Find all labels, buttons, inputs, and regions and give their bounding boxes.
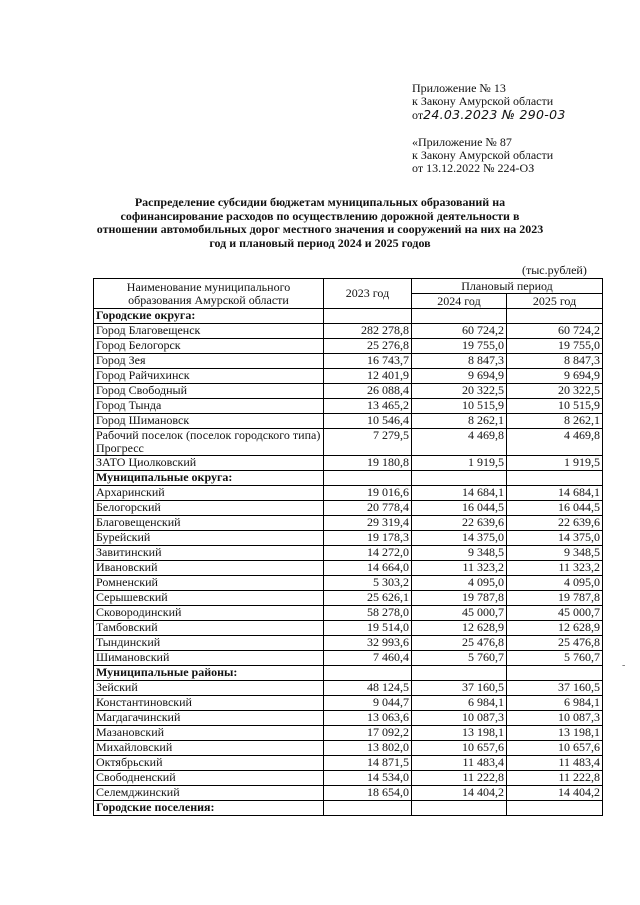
table-row	[94, 369, 603, 384]
table-row	[94, 516, 603, 531]
value-2024: 11 323,2	[412, 561, 507, 576]
value-2023: 20 778,4	[324, 501, 412, 516]
value-2024: 25 476,8	[412, 636, 507, 651]
header-municipality: Наименование муниципального образования Амурской области	[94, 279, 324, 309]
table-row	[94, 606, 603, 621]
value-2023: 9 044,7	[324, 696, 412, 711]
value-2024: 6 984,1	[412, 696, 507, 711]
value-2024: 11 222,8	[412, 771, 507, 786]
section-title: Городские поселения:	[94, 801, 324, 816]
value-2023: 14 871,5	[324, 756, 412, 771]
value-2025: 8 262,1	[507, 414, 603, 429]
value-2024: 8 262,1	[412, 414, 507, 429]
municipality-name: Тындинский	[94, 636, 324, 651]
header-2025: 2025 год	[507, 294, 603, 309]
value-2025: 8 847,3	[507, 354, 603, 369]
value-2024: 5 760,7	[412, 651, 507, 666]
municipality-name: Город Тында	[94, 399, 324, 414]
table-row	[94, 636, 603, 651]
value-2024: 13 198,1	[412, 726, 507, 741]
value-2023: 14 272,0	[324, 546, 412, 561]
municipality-name: Шимановский	[94, 651, 324, 666]
table-row	[94, 681, 603, 696]
table-row	[94, 456, 603, 471]
value-2025: 20 322,5	[507, 384, 603, 399]
value-2024: 4 469,8	[412, 429, 507, 456]
municipality-name: Город Шимановск	[94, 414, 324, 429]
value-2024: 16 044,5	[412, 501, 507, 516]
empty-cell	[412, 801, 507, 816]
section-title: Городские округа:	[94, 309, 324, 324]
value-2025: 10 515,9	[507, 399, 603, 414]
section-row	[94, 666, 603, 681]
original-law-reference: к Закону Амурской области	[412, 148, 554, 162]
value-2025: 4 469,8	[507, 429, 603, 456]
table-row	[94, 576, 603, 591]
law-reference: к Закону Амурской области	[412, 94, 554, 108]
value-2023: 13 063,6	[324, 711, 412, 726]
value-2025: 12 628,9	[507, 621, 603, 636]
value-2023: 12 401,9	[324, 369, 412, 384]
value-2025: 1 919,5	[507, 456, 603, 471]
value-2023: 17 092,2	[324, 726, 412, 741]
municipality-name: Архаринский	[94, 486, 324, 501]
value-2023: 19 180,8	[324, 456, 412, 471]
value-2024: 12 628,9	[412, 621, 507, 636]
table-row	[94, 546, 603, 561]
municipality-name: Тамбовский	[94, 621, 324, 636]
empty-cell	[324, 471, 412, 486]
table-row	[94, 771, 603, 786]
value-2025: 4 095,0	[507, 576, 603, 591]
table-row	[94, 339, 603, 354]
empty-cell	[324, 666, 412, 681]
table-row	[94, 486, 603, 501]
value-2025: 14 684,1	[507, 486, 603, 501]
value-2023: 48 124,5	[324, 681, 412, 696]
section-row	[94, 309, 603, 324]
municipality-name: Благовещенский	[94, 516, 324, 531]
value-2024: 4 095,0	[412, 576, 507, 591]
value-2025: 45 000,7	[507, 606, 603, 621]
municipality-name: Октябрьский	[94, 756, 324, 771]
empty-cell	[412, 471, 507, 486]
value-2025: 14 404,2	[507, 786, 603, 801]
table-row	[94, 399, 603, 414]
value-2024: 19 755,0	[412, 339, 507, 354]
empty-cell	[507, 471, 603, 486]
table-row	[94, 651, 603, 666]
value-2023: 14 534,0	[324, 771, 412, 786]
value-2025: 9 348,5	[507, 546, 603, 561]
value-2025: 11 483,4	[507, 756, 603, 771]
value-2023: 16 743,7	[324, 354, 412, 369]
empty-cell	[412, 309, 507, 324]
empty-cell	[507, 666, 603, 681]
margin-mark: -	[622, 660, 626, 671]
value-2024: 14 404,2	[412, 786, 507, 801]
municipality-name: ЗАТО Циолковский	[94, 456, 324, 471]
municipality-name: Сковородинский	[94, 606, 324, 621]
table-row	[94, 501, 603, 516]
value-2023: 10 546,4	[324, 414, 412, 429]
value-2023: 58 278,0	[324, 606, 412, 621]
value-2023: 7 279,5	[324, 429, 412, 456]
table-row	[94, 354, 603, 369]
municipality-name: Константиновский	[94, 696, 324, 711]
table-row	[94, 324, 603, 339]
municipality-name: Город Зея	[94, 354, 324, 369]
municipality-name: Белогорский	[94, 501, 324, 516]
value-2023: 14 664,0	[324, 561, 412, 576]
document-header	[412, 82, 566, 175]
municipality-name: Город Белогорск	[94, 339, 324, 354]
value-2024: 14 375,0	[412, 531, 507, 546]
value-2023: 19 178,3	[324, 531, 412, 546]
value-2025: 25 476,8	[507, 636, 603, 651]
value-2024: 10 087,3	[412, 711, 507, 726]
value-2023: 7 460,4	[324, 651, 412, 666]
empty-cell	[324, 801, 412, 816]
value-2025: 11 323,2	[507, 561, 603, 576]
municipality-name: Мазановский	[94, 726, 324, 741]
table-row	[94, 561, 603, 576]
value-2024: 19 787,8	[412, 591, 507, 606]
empty-cell	[507, 801, 603, 816]
header-2023: 2023 год	[324, 279, 412, 309]
table-row	[94, 786, 603, 801]
value-2023: 13 465,2	[324, 399, 412, 414]
value-2024: 14 684,1	[412, 486, 507, 501]
value-2025: 9 694,9	[507, 369, 603, 384]
municipality-name: Город Благовещенск	[94, 324, 324, 339]
municipality-name: Рабочий поселок (поселок городского типа) Прогресс	[94, 429, 324, 456]
date-prefix: от	[412, 108, 424, 122]
value-2025: 5 760,7	[507, 651, 603, 666]
table-row	[94, 621, 603, 636]
value-2023: 13 802,0	[324, 741, 412, 756]
section-title: Муниципальные округа:	[94, 471, 324, 486]
municipality-name: Зейский	[94, 681, 324, 696]
original-appendix-number: «Приложение № 87	[412, 135, 512, 149]
table-row	[94, 741, 603, 756]
empty-cell	[412, 666, 507, 681]
table-row	[94, 414, 603, 429]
value-2025: 16 044,5	[507, 501, 603, 516]
municipality-name: Селемджинский	[94, 786, 324, 801]
value-2023: 25 276,8	[324, 339, 412, 354]
value-2024: 20 322,5	[412, 384, 507, 399]
municipality-name: Ромненский	[94, 576, 324, 591]
value-2024: 45 000,7	[412, 606, 507, 621]
municipality-name: Город Свободный	[94, 384, 324, 399]
document-title: Распределение субсидии бюджетам муниципальных образований на софинансирование расходов по осуществлению дорожной деятельности в отношении автомобильных дорог местного значения и сооружений на них на 2023 год и плановый период 2024 и 2025 годов	[96, 195, 544, 250]
value-2024: 9 348,5	[412, 546, 507, 561]
value-2023: 282 278,8	[324, 324, 412, 339]
value-2025: 22 639,6	[507, 516, 603, 531]
table-row	[94, 429, 603, 456]
value-2024: 10 515,9	[412, 399, 507, 414]
value-2023: 29 319,4	[324, 516, 412, 531]
municipality-name: Михайловский	[94, 741, 324, 756]
empty-cell	[507, 309, 603, 324]
municipality-name: Город Райчихинск	[94, 369, 324, 384]
value-2024: 10 657,6	[412, 741, 507, 756]
municipality-name: Завитинский	[94, 546, 324, 561]
value-2025: 19 787,8	[507, 591, 603, 606]
units-label: (тыс.рублей)	[522, 263, 587, 277]
value-2025: 60 724,2	[507, 324, 603, 339]
table-row	[94, 726, 603, 741]
value-2024: 22 639,6	[412, 516, 507, 531]
value-2025: 19 755,0	[507, 339, 603, 354]
original-law-date: от 13.12.2022 № 224-ОЗ	[412, 161, 535, 175]
table-row	[94, 531, 603, 546]
value-2025: 10 657,6	[507, 741, 603, 756]
empty-cell	[324, 309, 412, 324]
municipality-name: Бурейский	[94, 531, 324, 546]
handwritten-date-number: 24.03.2023 № 290-03	[423, 107, 566, 122]
value-2023: 26 088,4	[324, 384, 412, 399]
value-2024: 1 919,5	[412, 456, 507, 471]
value-2025: 6 984,1	[507, 696, 603, 711]
law-date-line	[412, 108, 566, 122]
municipality-name: Свободненский	[94, 771, 324, 786]
table-header-row	[94, 279, 603, 294]
value-2025: 37 160,5	[507, 681, 603, 696]
value-2024: 60 724,2	[412, 324, 507, 339]
value-2023: 19 514,0	[324, 621, 412, 636]
value-2023: 32 993,6	[324, 636, 412, 651]
value-2024: 37 160,5	[412, 681, 507, 696]
municipality-name: Серышевский	[94, 591, 324, 606]
section-row	[94, 471, 603, 486]
table-row	[94, 384, 603, 399]
value-2024: 8 847,3	[412, 354, 507, 369]
table-row	[94, 696, 603, 711]
value-2023: 5 303,2	[324, 576, 412, 591]
value-2023: 18 654,0	[324, 786, 412, 801]
value-2025: 11 222,8	[507, 771, 603, 786]
subsidy-table	[93, 278, 603, 816]
municipality-name: Ивановский	[94, 561, 324, 576]
header-plan-period: Плановый период	[412, 279, 603, 294]
value-2024: 9 694,9	[412, 369, 507, 384]
appendix-number: Приложение № 13	[412, 81, 506, 95]
value-2025: 10 087,3	[507, 711, 603, 726]
section-row	[94, 801, 603, 816]
table-row	[94, 756, 603, 771]
value-2025: 14 375,0	[507, 531, 603, 546]
value-2024: 11 483,4	[412, 756, 507, 771]
table-row	[94, 591, 603, 606]
value-2023: 25 626,1	[324, 591, 412, 606]
table-row	[94, 711, 603, 726]
value-2025: 13 198,1	[507, 726, 603, 741]
header-2024: 2024 год	[412, 294, 507, 309]
value-2023: 19 016,6	[324, 486, 412, 501]
municipality-name: Магдагачинский	[94, 711, 324, 726]
section-title: Муниципальные районы:	[94, 666, 324, 681]
